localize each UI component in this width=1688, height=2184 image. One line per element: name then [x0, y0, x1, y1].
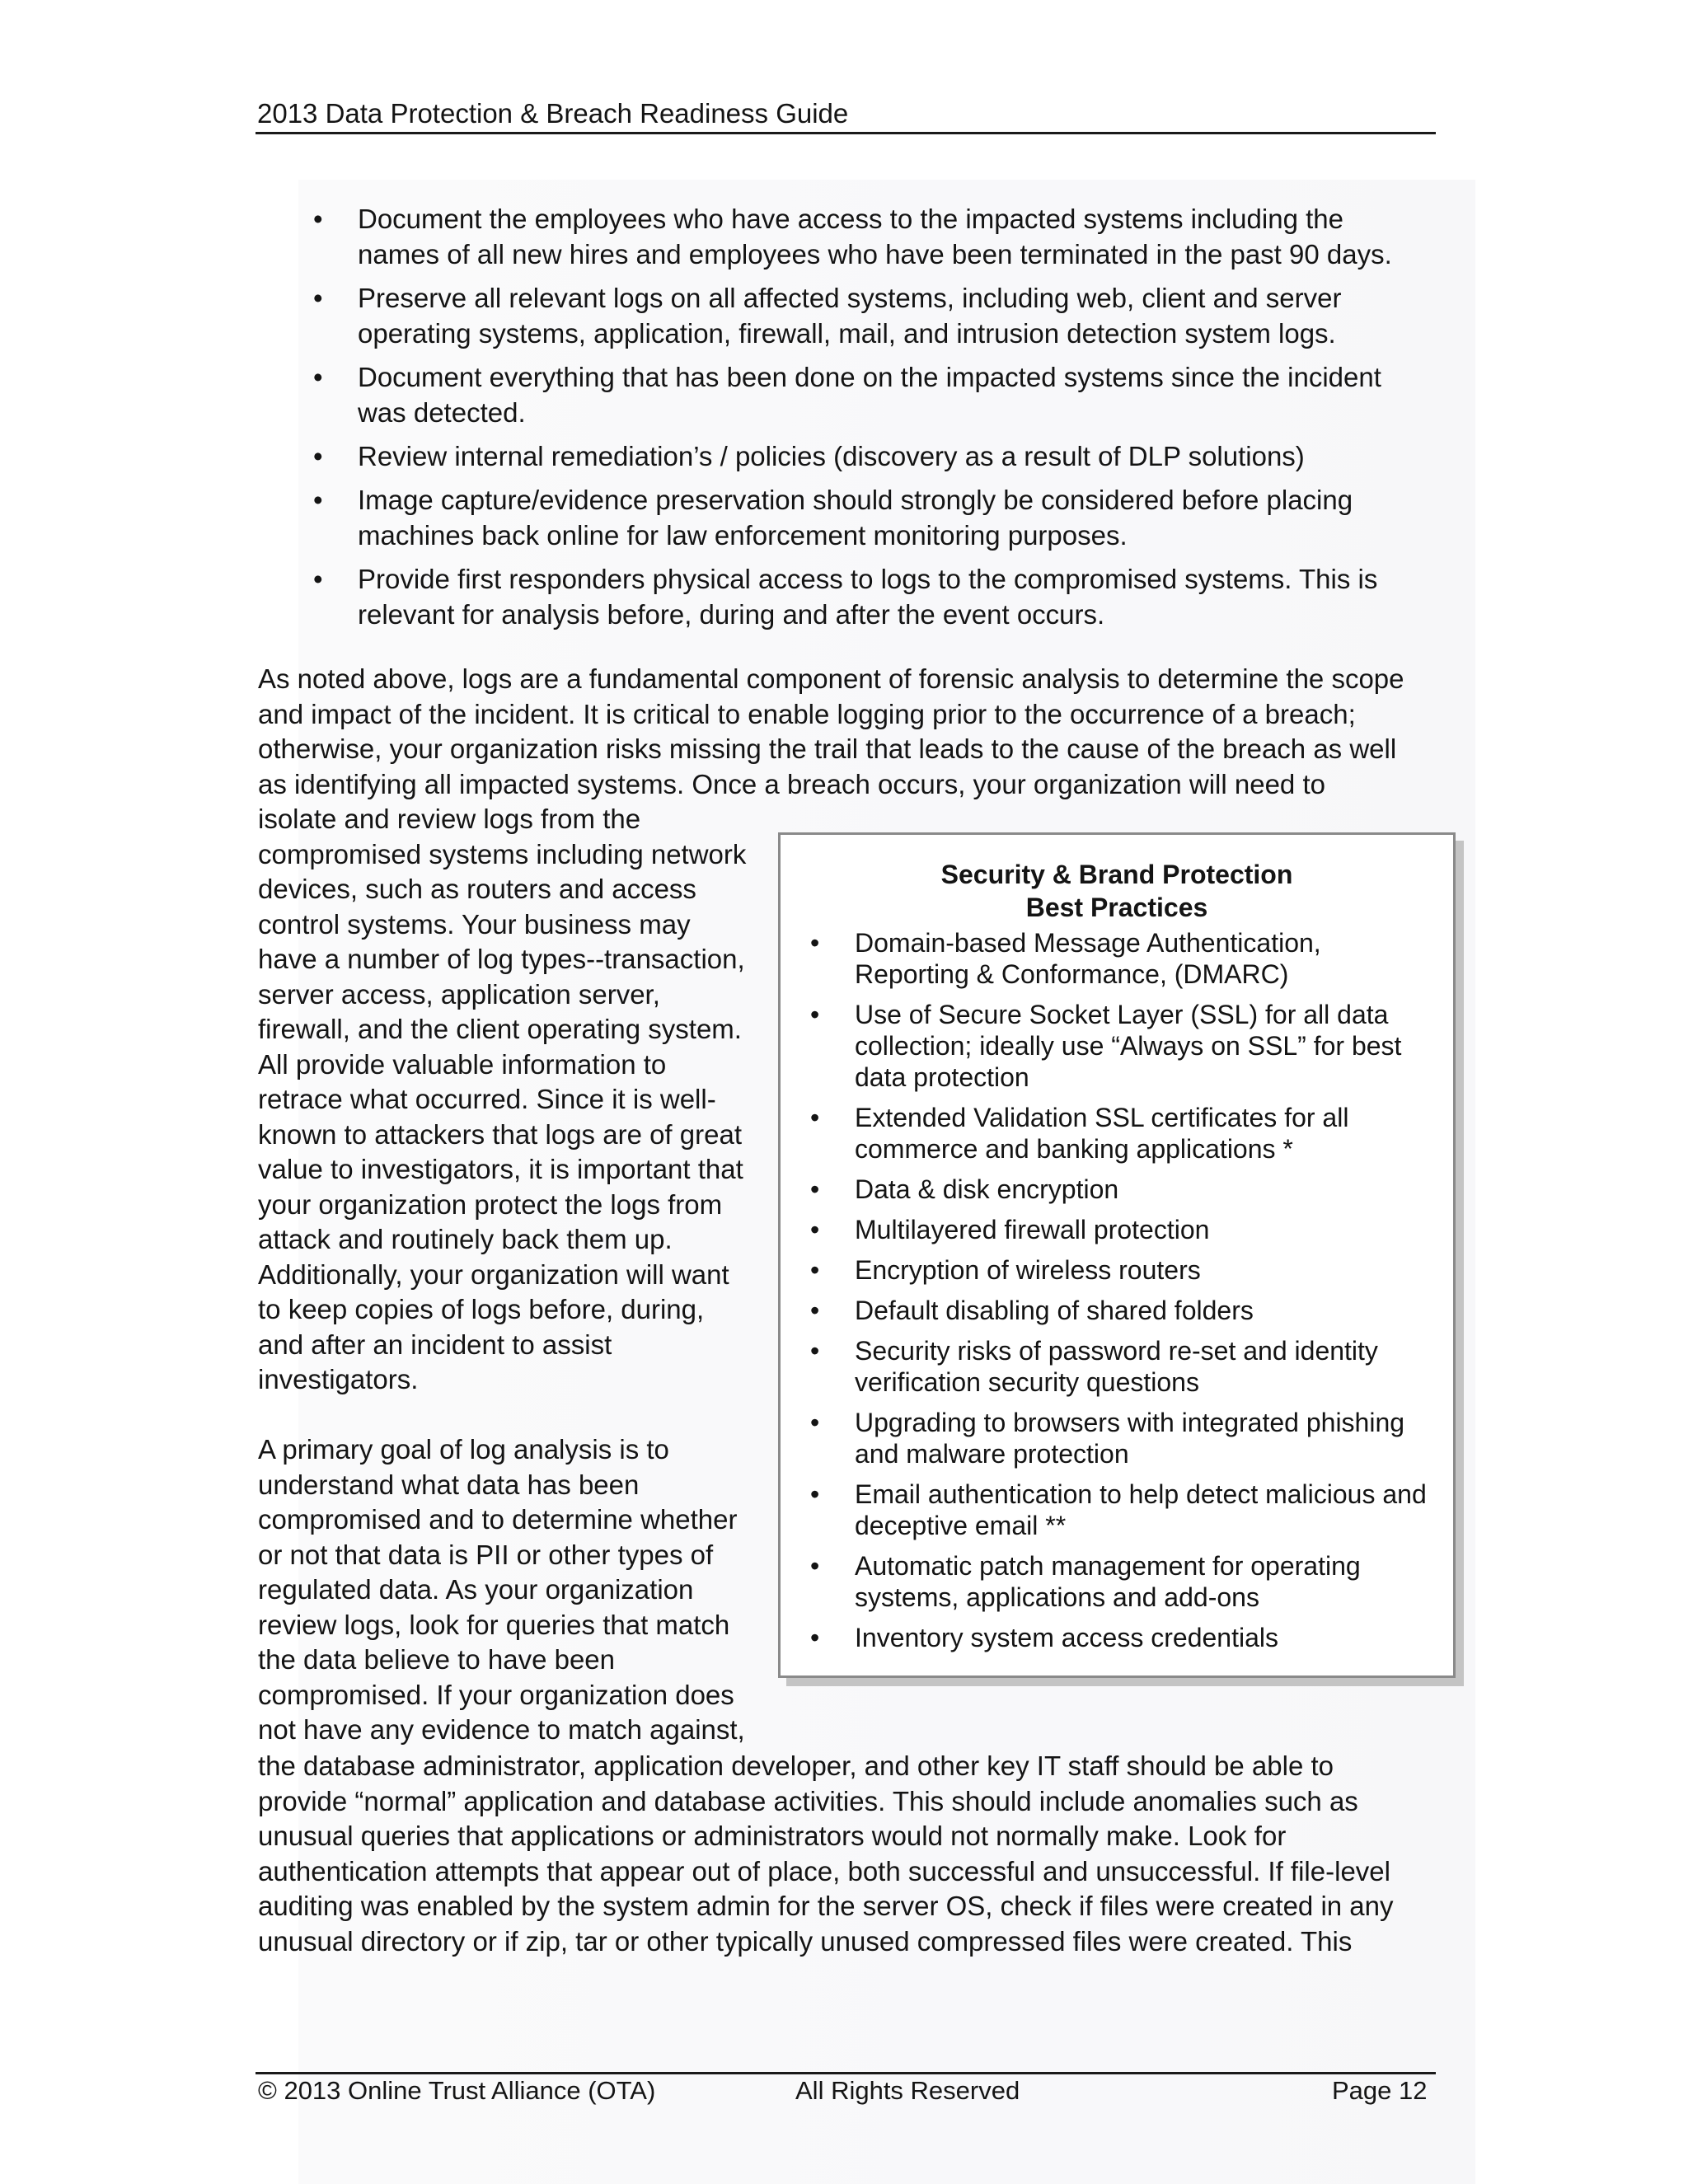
sidebar-item: • Email authentication to help detect malicious and deceptive email ** — [805, 1479, 1432, 1541]
sidebar-item: • Security risks of password re-set and identity verification security questions — [805, 1335, 1432, 1398]
body-paragraph-continued: the database administrator, application developer, and other key IT staff should be able to provide “normal” application and database activities. This should include anomalies such as unusual queries that applications or administrators would not normally make. Look for authentication attempts that appear out of place, both successful and unsuccessful. If file-level auditing was enabled by the system admin for the server OS, check if files were created in any unusual directory or if zip, tar or other typically unused compressed files were created. This — [258, 1750, 1394, 1957]
bullet-item: • Review internal remediation’s / policies (discovery as a result of DLP solutions) — [298, 438, 1428, 474]
sidebar-item: • Multilayered firewall protection — [805, 1214, 1432, 1245]
bullet-item: • Provide first responders physical access to logs to the compromised systems. This is relevant for analysis before, during and after the event occurs. — [298, 561, 1428, 632]
sidebar-list — [805, 927, 1432, 1662]
sidebar-item: • Inventory system access credentials — [805, 1622, 1432, 1653]
bullet-item: • Image capture/evidence preservation should strongly be considered before placing machines back online for law enforcement monitoring purposes. — [298, 482, 1428, 553]
action-bullet-list — [298, 201, 1428, 640]
sidebar-item: • Domain-based Message Authentication, Reporting & Conformance, (DMARC) — [805, 927, 1432, 990]
sidebar-item: • Use of Secure Socket Layer (SSL) for all data collection; ideally use “Always on SSL” for best data protection — [805, 999, 1432, 1093]
sidebar-title-line2: Best Practices — [1025, 893, 1208, 922]
sidebar-item: • Upgrading to browsers with integrated phishing and malware protection — [805, 1407, 1432, 1469]
sidebar-item: • Default disabling of shared folders — [805, 1295, 1432, 1326]
sidebar-title — [781, 858, 1453, 924]
sidebar-item: • Automatic patch management for operating systems, applications and add-ons — [805, 1550, 1432, 1613]
sidebar-item: • Encryption of wireless routers — [805, 1254, 1432, 1286]
sidebar-item: • Extended Validation SSL certificates for all commerce and banking applications * — [805, 1102, 1432, 1165]
bullet-item: • Preserve all relevant logs on all affected systems, including web, client and server operating systems, application, firewall, mail, and intrusion detection system logs. — [298, 280, 1428, 351]
footer-rights: All Rights Reserved — [795, 2076, 1020, 2105]
document-title: 2013 Data Protection & Breach Readiness Guide — [257, 98, 849, 129]
footer-page-number: Page 12 — [1332, 2076, 1428, 2105]
footer-divider — [256, 2072, 1436, 2074]
sidebar-item: • Data & disk encryption — [805, 1174, 1432, 1205]
footer-copyright: © 2013 Online Trust Alliance (OTA) — [258, 2076, 656, 2105]
body-paragraph-left-column: isolate and review logs from the compromised systems including network devices, such as routers and access control systems. Your business may have a number of log types--transaction, server access, application server, firewall, and the client operating system. All provide valuable information to retrace what occurred. Since it is well- known to attackers that logs are of great value to investigators, it is important that your organization protect the logs from attack and routinely back them up. Additionally, your organization will want to keep copies of logs before, during, and after an incident to assist investigators. A primary goal of log analysis is to understand what data has been compromised and to determine whether or not that data is PII or other types of regulated data. As your organization review logs, look for queries that match the data believe to have been compromised. If your organization does not have any evidence to match against, — [258, 804, 747, 1745]
header-divider — [256, 132, 1436, 134]
bullet-item: • Document everything that has been done on the impacted systems since the incident was detected. — [298, 359, 1428, 430]
best-practices-sidebar — [778, 832, 1456, 1678]
body-paragraph-intro: As noted above, logs are a fundamental component of forensic analysis to determine the scope and impact of the incident. It is critical to enable logging prior to the occurrence of a breach; otherwise, your organization risks missing the trail that leads to the cause of the breach as well as identifying all impacted systems. Once a breach occurs, your organization will need to — [258, 663, 1404, 799]
sidebar-title-line1: Security & Brand Protection — [940, 860, 1293, 889]
bullet-item: • Document the employees who have access to the impacted systems including the names of all new hires and employees who have been terminated in the past 90 days. — [298, 201, 1428, 272]
